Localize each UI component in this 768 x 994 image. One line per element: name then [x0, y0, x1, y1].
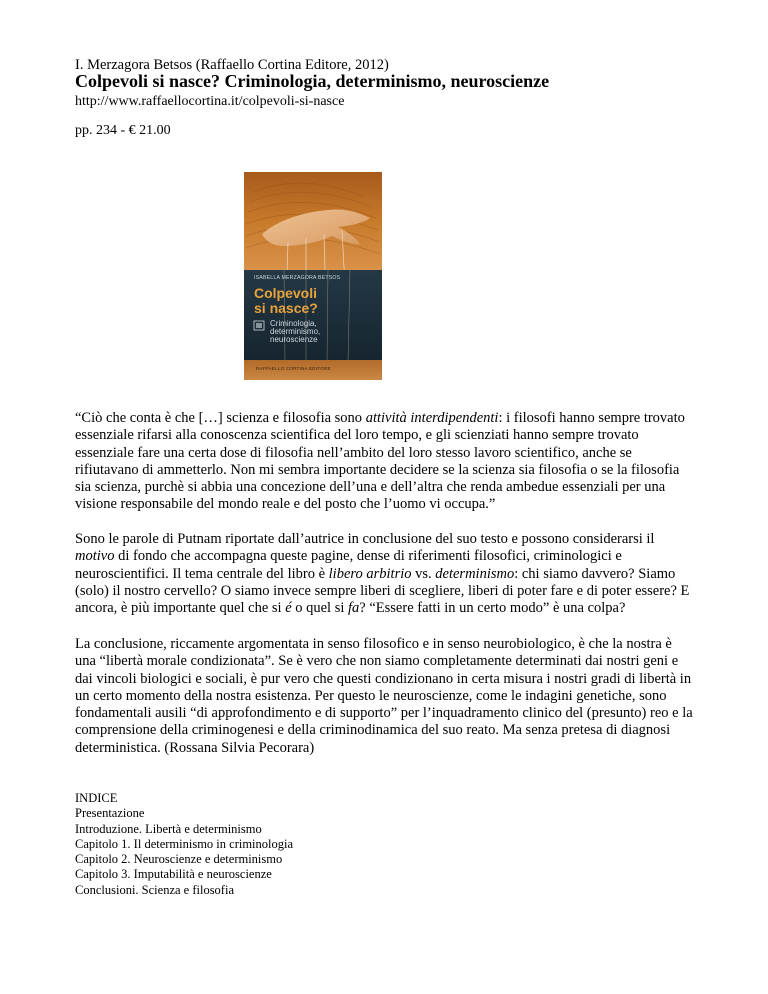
toc-item: Presentazione — [75, 806, 145, 821]
quote-paragraph: “Ciò che conta è che […] scienza e filosofia sono attività interdipendenti: i filosofi hanno sempre trovato essenziale rifarsi alla conoscenza scientifica del loro tempo, e gli scienziati hanno sempre trovato essenziale fare una certa dose di filosofia nell’ambito del loro stesso lavoro scientifico, anche se rifiutavano di ammetterlo. Non mi sembra importante decidere se la scienza sia filosofia o se la filosofia sia scienza, purchè si abbia una concezione dell’una e dell’altra che renda ambedue essenziali per una visione responsabile del mondo reale e del posto che l’uomo vi occupa.” — [75, 410, 685, 513]
cover-title-line1: Colpevoli — [254, 285, 318, 301]
book-title: Colpevoli si nasce? Criminologia, determinismo, neuroscienze — [75, 71, 550, 91]
toc-item: Conclusioni. Scienza e filosofia — [75, 882, 234, 897]
toc-item: Capitolo 2. Neuroscienze e determinismo — [75, 852, 283, 867]
book-citation: I. Merzagora Betsos (Raffaello Cortina Editore, 2012) — [75, 57, 389, 73]
toc-item: Introduzione. Libertà e determinismo — [75, 821, 262, 836]
toc-item: Capitolo 1. Il determinismo in criminologia — [75, 836, 294, 851]
book-cover-image — [244, 172, 382, 380]
cover-subtitle-line2: determinismo, — [270, 327, 321, 336]
toc-heading: INDICE — [75, 791, 118, 805]
toc-item: Capitolo 3. Imputabilità e neuroscienze — [75, 867, 272, 882]
table-of-contents — [75, 791, 293, 898]
cover-author: ISABELLA MERZAGORA BETSOS — [254, 275, 341, 281]
pages-and-price: pp. 234 - € 21.00 — [75, 123, 171, 138]
cover-subtitle-line1: Criminologia, — [270, 319, 317, 328]
cover-title-line2: si nasce? — [254, 300, 318, 316]
review-paragraph-3: La conclusione, riccamente argomentata in senso filosofico e in senso neurobiologico, è che la nostra è una “libertà morale condizionata”. Se è vero che non siamo completamente determinati dai nostri geni e dai vincoli biologici e sociali, è pur vero che questi condizionano in certa misura i nostri gradi di libertà in un certo momento della nostra esistenza. Per questo le neuroscienze, come le indagini genetiche, sono fondamentali ausili “di approfondimento e di supporto” per l’inquadramento clinico del (presunto) reo e la comprensione della criminogenesi e della criminodinamica del suo reato. Ma senza pretesa di diagnosi deterministica. (Rossana Silvia Pecorara) — [75, 636, 693, 756]
cover-subtitle-line3: neuroscienze — [270, 335, 318, 344]
review-paragraph-2: Sono le parole di Putnam riportate dall’autrice in conclusione del suo testo e possono considerarsi il motivo di fondo che accompagna queste pagine, dense di riferimenti filosofici, criminologici e neuroscientifici. Il tema centrale del libro è libero arbitrio vs. determinismo: chi siamo davvero? Siamo (solo) il nostro cervello? O siamo invece sempre liberi di scegliere, liberi di poter fare e di poter essere? E ancora, è più importante quel che si é o quel si fa? “Essere fatti in un certo modo” è una colpa? — [75, 531, 690, 617]
book-url-link[interactable]: http://www.raffaellocortina.it/colpevoli-si-nasce — [75, 94, 345, 109]
cover-publisher: RAFFAELLO CORTINA EDITORE — [256, 366, 331, 371]
